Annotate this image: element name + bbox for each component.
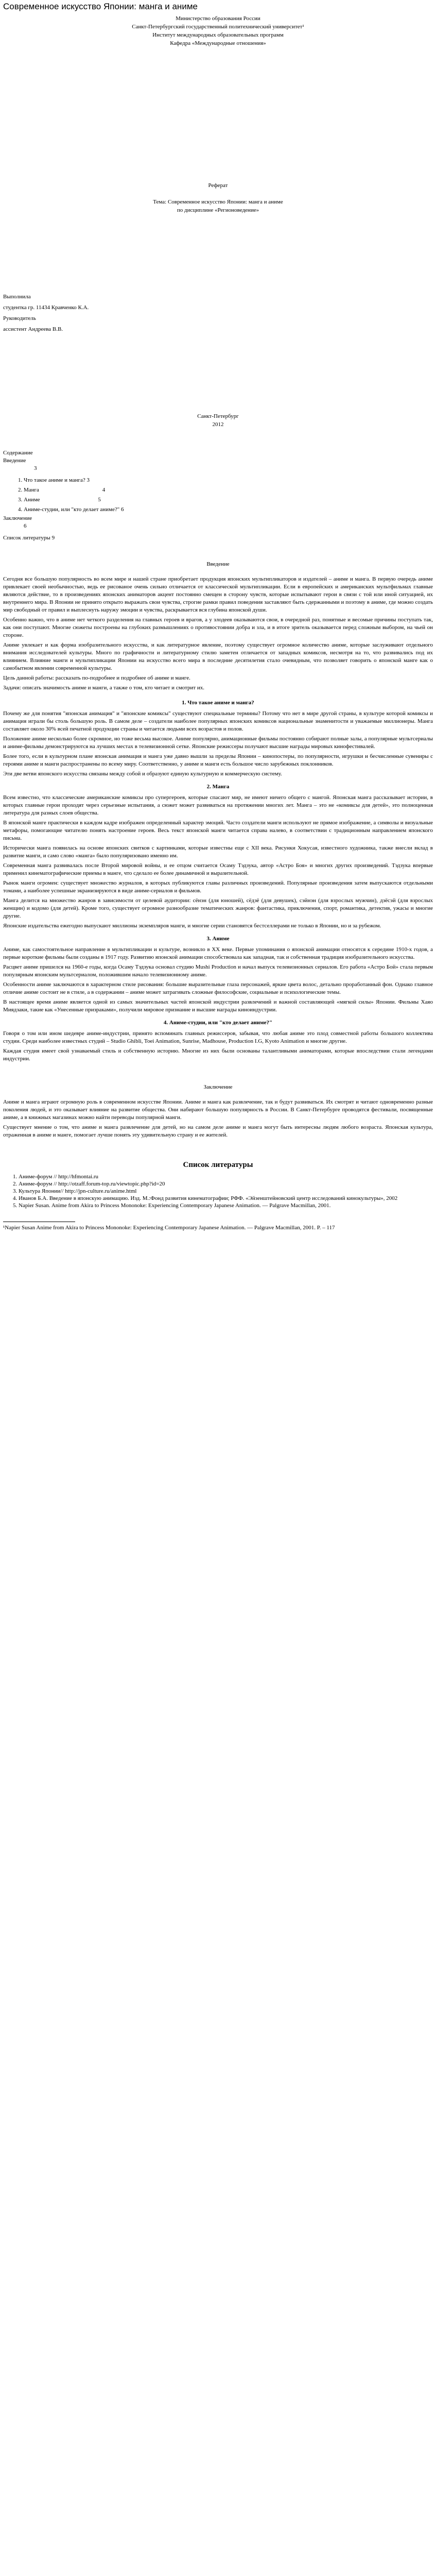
toc-item[interactable]: 2. Манга 4 bbox=[24, 485, 436, 495]
toc-list bbox=[3, 476, 436, 515]
work-discipline: по дисциплине «Регионоведение» bbox=[177, 207, 259, 213]
toc-item[interactable]: 4. Аниме-студии, или "кто делает аниме?" 6 bbox=[24, 505, 436, 515]
student-name: студентка гр. 11434 Кравченко К.А. bbox=[3, 304, 89, 311]
toc-conclusion[interactable]: Заключение bbox=[3, 515, 32, 521]
intro-paragraph: Аниме увлекает и как форма изобразительного искусства, и как литературное явление, поэтому существует огромное количество аниме, которые заслуживают отдельного внимания исследователей культуры. Много по графичности и литературному стилю заметен отличается от западных комиксов, несмотря на то, что развивались под их влиянием. Влияние манги и мультипликации Японии на искусство всего мира в последние десятилетия стало очевидным, что позволяет говорить о японской манге как о самобытном явлении современной культуры. bbox=[3, 642, 433, 671]
chapter-3-paragraph: Расцвет аниме пришелся на 1960-е годы, когда Осаму Тэдзука основал студию Mushi Production и начал выпуск телевизионных сериалов. Его работа «Астро Бой» стала первым популярным японским мультсериалом, положившим начало телевизионному аниме. bbox=[3, 964, 433, 978]
city-name: Санкт-Петербург bbox=[197, 413, 239, 419]
chapter-1-paragraph: Почему же для понятия "японская анимация" и "японские комиксы" существуют специальные термины? Потому что нет в мире другой страны, в культуре которой комиксы и анимация играли бы столь большую роль. В самом деле – создатели наиболее популярных японских комиксов национальные знаменитости и уважаемые миллионеры. Манга составляет около 30% всей печатной продукции страны и читается людьми всех возрастов и полов. bbox=[3, 710, 433, 732]
chapter-1-paragraph: Более того, если в культурном плане японская анимация и манга уже давно вышли за пределы Японии – кинопостеры, по популярности, игрушки и бесчисленные сувениры с героями аниме и манги распространены по всему миру. Соответственно, у аниме и манги есть большое число зарубежных поклонников. bbox=[3, 753, 433, 767]
conclusion-paragraph: Существует мнение о том, что аниме и манга развлечение для детей, но на самом деле аниме и манга могут быть интересны людям любого возраста. Японская культура, отраженная в аниме и манге, помогает лучше понять эту удивительную страну и ее жителей. bbox=[3, 1124, 433, 1138]
intro-paragraph: Сегодня все большую популярность во всем мире и нашей стране приобретает продукция японских мультипликаторов и издателей – аниме и манга. В первую очередь аниме привлекает своей необычностью, ведь ее рисованое очень сильно отличается от классической мультипликации. Если в европейских и американских мультфильмах главные являются действие, то в произведениях японских аниматоров акцент постоянно смещен в сторону чувств, которые испытывают герои в связи с той или иной ситуацией, их внутреннего мира. В Японии не принято открыто выражать свои чувства, строгие рамки правил поведения заставляют быть сдержанными и поэтому в аниме, где можно создать мир свободный от правил и выплеснуть наружу эмоции и чувства, раскрывается вся глубина японской души. bbox=[3, 576, 433, 613]
toc-item[interactable]: 3. Аниме 5 bbox=[24, 495, 436, 505]
chapter-4-paragraph: Каждая студия имеет свой узнаваемый стиль и собственную историю. Многие из них были основаны талантливыми аниматорами, которые впоследствии стали легендами индустрии. bbox=[3, 1048, 433, 1062]
chapter-1-paragraph: Положение аниме несколько более скромное, но тоже весьма высокое. Аниме популярно, анимационные фильмы постоянно собирают полные залы, а популярные мультсериалы и аниме-фильмы демонстрируются на лучших местах в телевизионной сетке. Японские режиссеры получают высшие награды мировых кинофестивалей. bbox=[3, 736, 433, 750]
chapter-4 bbox=[0, 1019, 436, 1063]
chapter-1-heading: 1. Что такое аниме и манга? bbox=[182, 700, 254, 706]
references-list bbox=[3, 1173, 433, 1209]
chapter-1-paragraph: Эти две ветви японского искусства связаны между собой и образуют единую культурную и коммерческую систему. bbox=[3, 771, 282, 777]
document-title: Современное искусство Японии: манга и аниме bbox=[3, 2, 198, 11]
year: 2012 bbox=[212, 421, 224, 428]
intro-paragraph: Задачи: описать значимость аниме и манги, а также о том, кто читает и смотрит их. bbox=[3, 685, 205, 691]
work-topic: Тема: Современное искусство Японии: манга и аниме bbox=[153, 199, 283, 205]
reference-item: 2. Аниме-форум // http://otzaff.forum-top.ru/viewtopic.php?id=20 bbox=[19, 1180, 433, 1188]
title-page-header bbox=[0, 14, 436, 47]
toc-label: Содержание bbox=[3, 450, 33, 456]
intro-paragraph: Цель данной работы: рассказать по-подробнее и подробнее об аниме и манге. bbox=[3, 675, 190, 681]
chapter-2-heading: 2. Манга bbox=[206, 784, 230, 790]
references-heading: Список литературы bbox=[183, 1161, 253, 1169]
chapter-2-paragraph: В японской манге практически в каждом кадре изображен определенный характер эмоций. Часто создатели манги используют не прямое изображение, а символы и визуальные метафоры, помогающие читателю понять настроение героев. Весь текст японской манги читается справа налево, в соответствии с традиционным направлением японского письма. bbox=[3, 820, 433, 841]
reference-item: 5. Napier Susan. Anime from Akira to Princess Mononoke: Experiencing Contemporary Japanese Animation. — Palgrave Macmillan, 2001. bbox=[19, 1202, 433, 1209]
university-name: Санкт-Петербургский государственный политехнический университет¹ bbox=[132, 24, 304, 30]
chapter-2-paragraph: Современная манга развивалась после Второй мировой войны, и ее отцом считается Осаму Тэдзука, автор «Астро Боя» и многих других произведений. Тэдзука впервые применил кинематографические приемы в манге, что сделало ее более динамичной и выразительной. bbox=[3, 862, 433, 876]
intro-heading: Введение bbox=[206, 561, 230, 567]
toc-item[interactable]: 1. Что такое аниме и манга? 3 bbox=[24, 476, 436, 485]
toc-intro-page: 3 bbox=[34, 465, 37, 471]
reference-item: 4. Иванов Б.А. Введение в японскую анимацию. Изд. М.:Фонд развития кинематографии; РФФ. «Эйзенштейновский центр исследований кинокультуры», 2002 bbox=[19, 1195, 433, 1202]
chapter-3-heading: 3. Аниме bbox=[206, 936, 230, 942]
chapter-1 bbox=[0, 699, 436, 778]
reference-item: 1. Аниме-форум // http://hfmontai.ru bbox=[19, 1173, 433, 1180]
supervisor-label: Руководитель bbox=[3, 315, 36, 321]
intro-section bbox=[0, 561, 436, 692]
department-name: Кафедра «Международные отношения» bbox=[170, 40, 266, 46]
title-page-authors bbox=[0, 292, 436, 335]
toc-refs[interactable]: Список литературы 9 bbox=[3, 535, 55, 541]
conclusion-heading: Заключение bbox=[203, 1084, 233, 1090]
footnote: ¹Napier Susan Anime from Akira to Princess Mononoke: Experiencing Contemporary Japanese Animation. — Palgrave Macmillan, 2001. P. – 117 bbox=[3, 1225, 335, 1231]
title-page-work bbox=[0, 181, 436, 214]
ministry-name: Министерство образования России bbox=[176, 15, 260, 22]
chapter-4-paragraph: Говоря о том или ином шедевре аниме-индустрии, принято вспоминать главных режиссеров, забывая, что любая аниме это плод совместной работы большого коллектива студии. Среди наиболее известных студий – Studio Ghibli, Toei Animation, Sunrise, Madhouse, Production I.G, Kyoto Animation и многие другие. bbox=[3, 1030, 433, 1044]
work-type: Реферат bbox=[208, 182, 228, 189]
chapter-2-paragraph: Исторически манга появилась на основе японских свитков с картинками, которые известны еще с XII века. Рисунки Хокусая, известного художника, также внесли вклад в развитие манги, и само слово «манга» было популяризовано именно им. bbox=[3, 845, 433, 859]
intro-paragraph: Особенно важно, что в аниме нет четкого разделения на главных героев и врагов, а у злодеев оказываются свои, в очередной раз, понятные и весомые причины поступать так, как они поступают. Многие сюжеты построены на глубоких размышлениях о противостоянии добра и зла, и в итоге зритель оказывается перед сложным выбором, на чьей он стороне. bbox=[3, 617, 433, 638]
chapter-4-heading: 4. Аниме-студии, или "кто делает аниме?" bbox=[163, 1020, 273, 1026]
conclusion-paragraph: Аниме и манга играют огромную роль в современном искусстве Японии. Аниме и манга как развлечение, так и будут развиваться. Их смотрят и читают одновременно разные поколения людей, и это оказывает влияние на развитие общества. Они набирают большую популярность в России. В Санкт-Петербурге проводятся фестивали, посвященные аниме, а в книжных магазинах можно найти переводы популярной манги. bbox=[3, 1099, 433, 1121]
chapter-2-paragraph: Рынок манги огромен: существует множество журналов, в которых публикуются главы различных произведений. Популярные произведения затем выпускаются отдельными томами, а наиболее успешные экранизируются в виде аниме-сериалов и фильмов. bbox=[3, 880, 433, 894]
institute-name: Институт международных образовательных программ bbox=[152, 32, 284, 38]
title-page-city bbox=[0, 412, 436, 429]
chapter-3 bbox=[0, 935, 436, 1014]
references-section bbox=[0, 1160, 436, 1209]
chapter-2-paragraph: Манга делится на множество жанров в зависимости от целевой аудитории: сёнэн (для юношей), сёдзё (для девушек), сэйнэн (для взрослых мужчин), дзёсэй (для взрослых женщин) и кодомо (для детей). Кроме того, существует огромное разнообразие тематических жанров: фантастика, приключения, спорт, романтика, детектив, ужасы и многие другие. bbox=[3, 897, 433, 919]
chapter-3-paragraph: Аниме, как самостоятельное направление в мультипликации и культуре, возникло в XX веке. Первые упоминания о японской анимации относятся к середине 1910-х годов, а первые короткие фильмы были созданы в 1917 году. Развитию японской анимации способствовала как западная, так и собственная традиция изобразительного искусства. bbox=[3, 946, 433, 960]
supervisor-name: ассистент Андреева В.В. bbox=[3, 326, 63, 332]
reference-item: 3. Культура Японии// http://jpn-culture.ru/anime.html bbox=[19, 1188, 433, 1195]
chapter-3-paragraph: В настоящее время аниме является одной из самых значительных частей японской индустрии развлечений и важной составляющей «мягкой силы» Японии. Фильмы Хаяо Миядзаки, такие как «Унесенные призраками», получили мировое признание и высшие награды киноиндустрии. bbox=[3, 999, 433, 1013]
table-of-contents bbox=[0, 449, 436, 542]
chapter-2-paragraph: Всем известно, что классические американские комиксы про супергероев, которые спасают мир, не имеют ничего общего с мангой. Японская манга рассказывает истории, в которых главные герои проходят через серьезные испытания, а сюжет может развиваться на протяжении многих лет. Манга – это не «комиксы для детей», это полноценная литература для разных слоев общества. bbox=[3, 794, 433, 816]
chapter-2 bbox=[0, 783, 436, 930]
toc-intro[interactable]: Введение bbox=[3, 457, 26, 464]
chapter-2-paragraph: Японские издательства ежегодно выпускают миллионы экземпляров манги, и многие серии становятся бестселлерами не только в Японии, но и за рубежом. bbox=[3, 923, 381, 929]
conclusion-section bbox=[0, 1083, 436, 1139]
toc-conclusion-page: 6 bbox=[24, 523, 27, 529]
performed-label: Выполнила bbox=[3, 294, 31, 300]
chapter-3-paragraph: Особенности аниме заключаются в характерном стиле рисования: большие выразительные глаза персонажей, яркие цвета волос, детально проработанный фон. Однако главное отличие аниме состоит не в стиле, а в содержании – аниме может затрагивать сложные философские, социальные и психологические темы. bbox=[3, 981, 433, 995]
